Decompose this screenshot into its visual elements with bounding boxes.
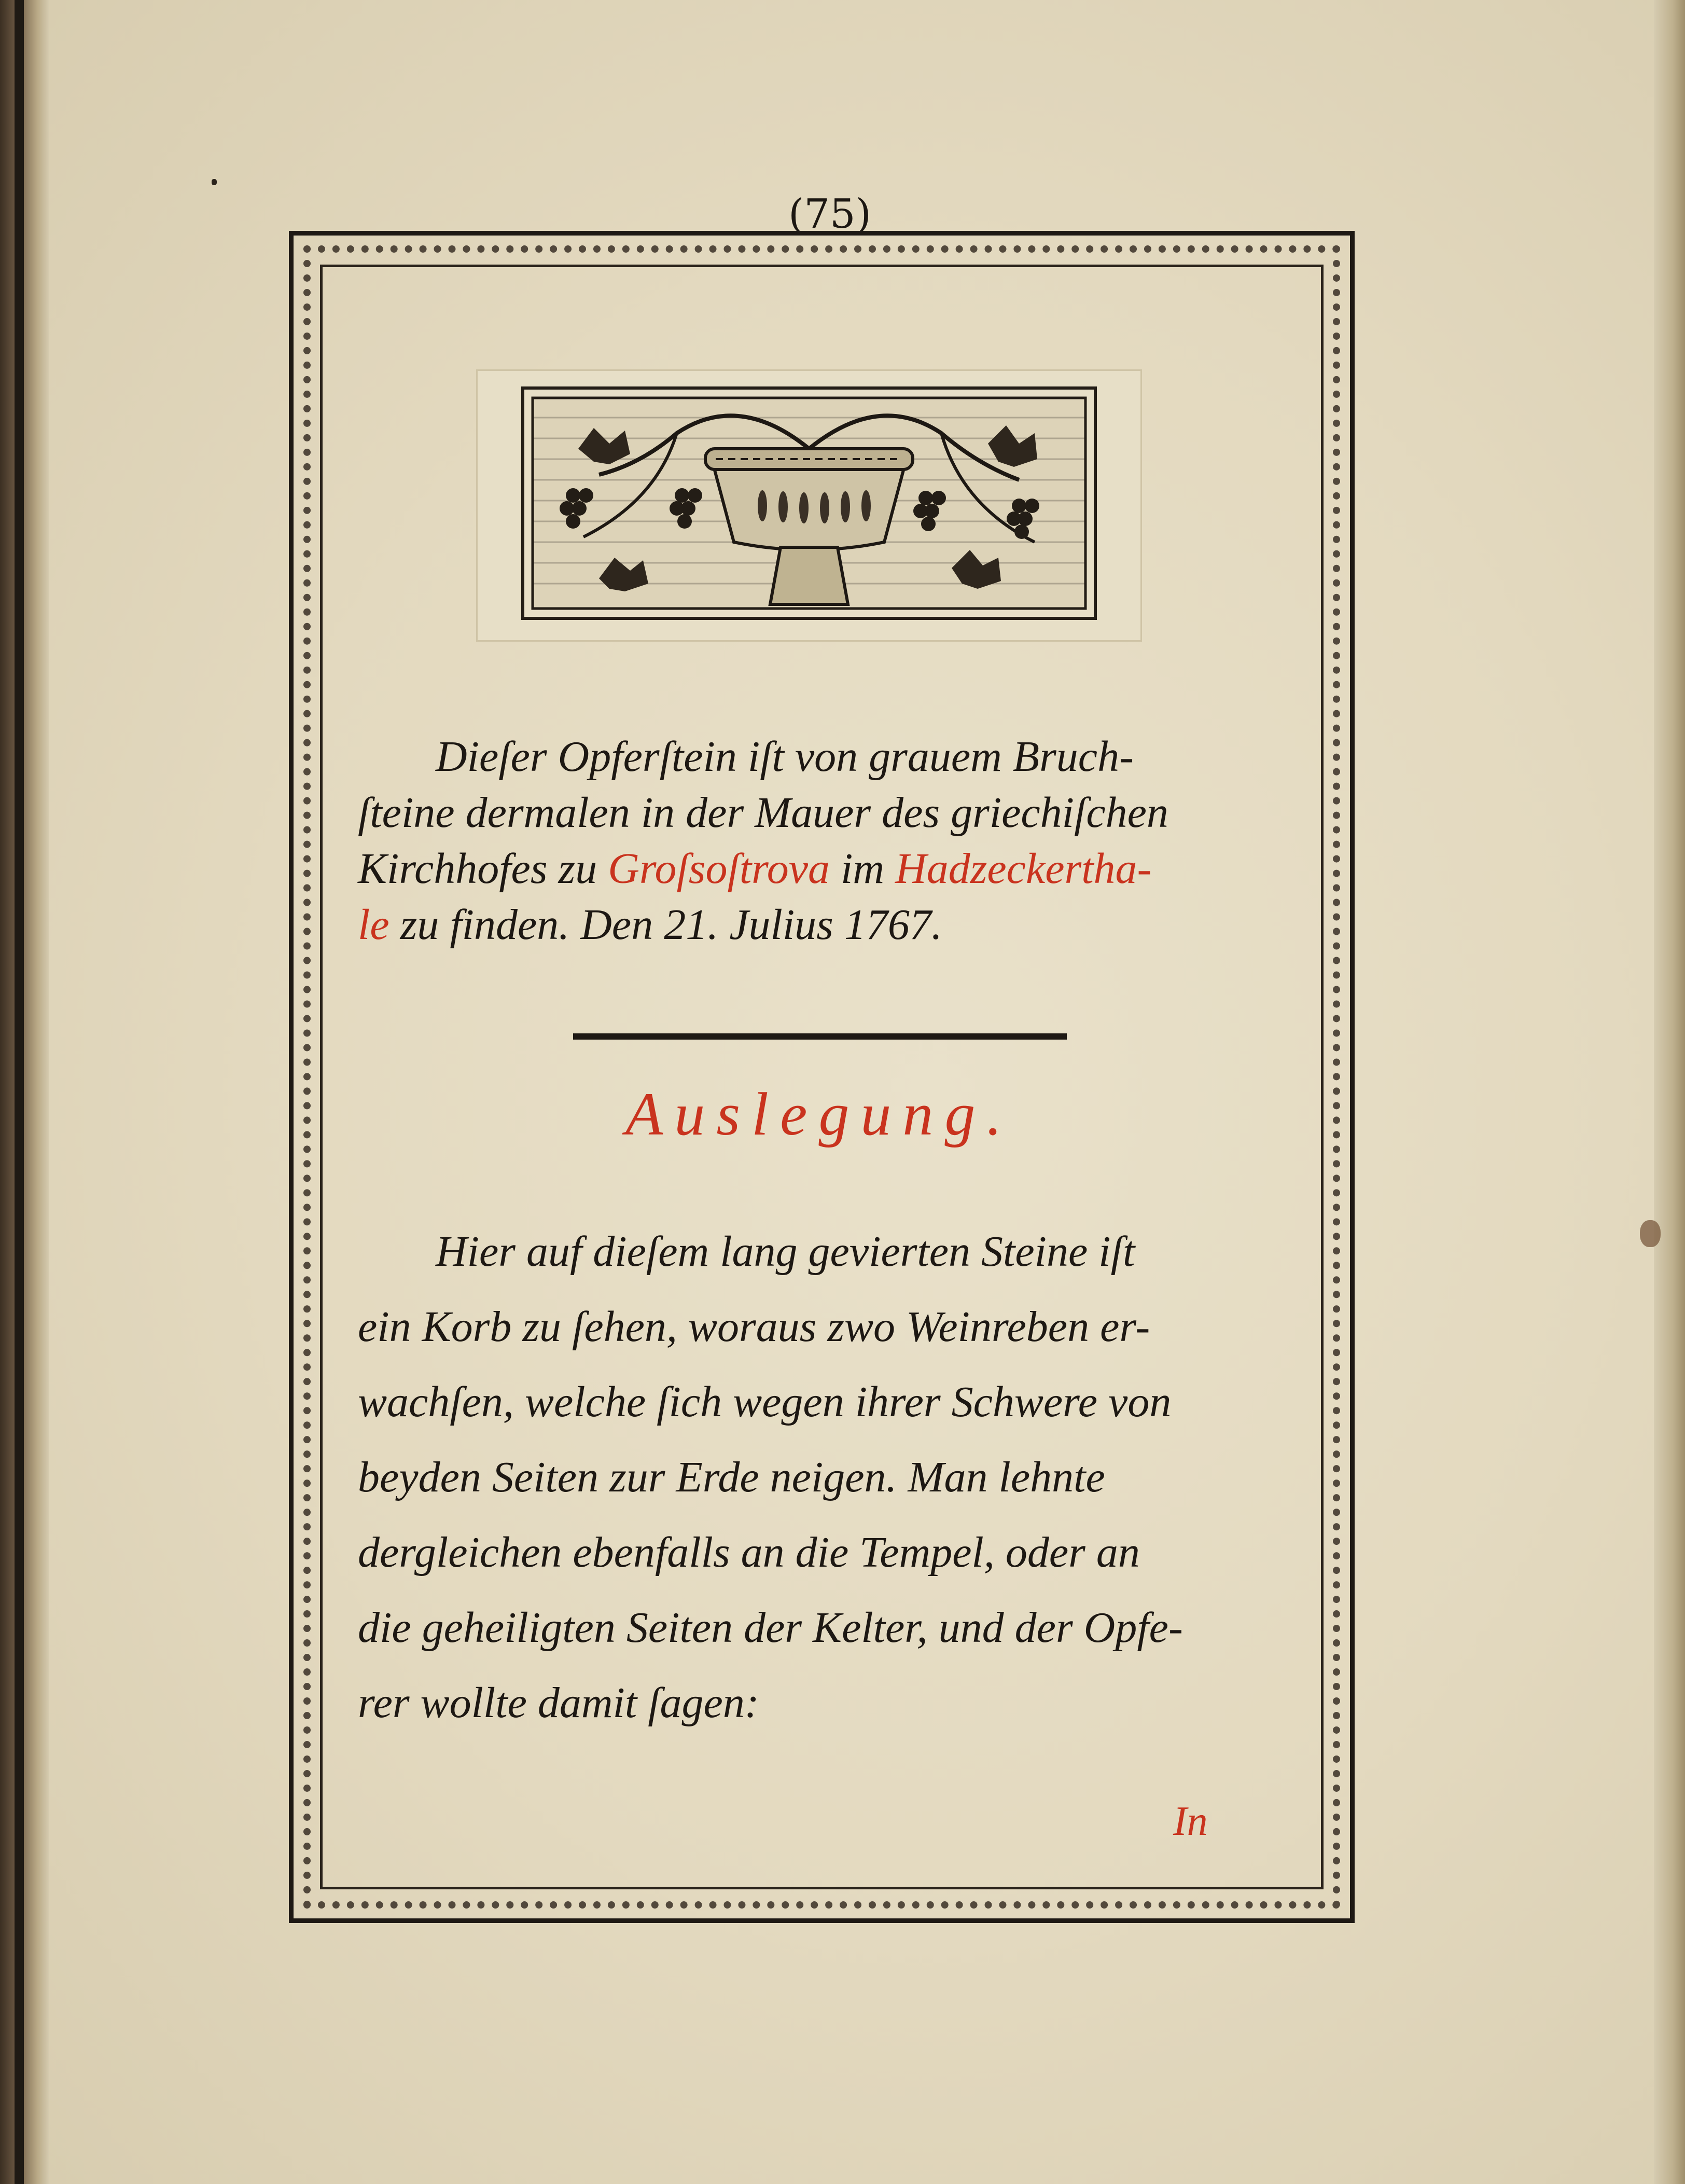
body-line: dergleichen ebenfalls an die Tempel, oder an bbox=[358, 1528, 1140, 1577]
paper-stain bbox=[1640, 1220, 1661, 1247]
place-name-hadzeckerthale: Hadzeckertha- bbox=[895, 845, 1152, 893]
place-name-grossostrova: Groſsoſtrova bbox=[608, 845, 830, 893]
body-line: beyden Seiten zur Erde neigen. Man lehnte bbox=[358, 1453, 1105, 1501]
section-divider-rule bbox=[573, 1033, 1067, 1040]
place-name-hadzeckerthale-end: le bbox=[358, 901, 389, 949]
body-line: wachſen, welche ſich wegen ihrer Schwere von bbox=[358, 1378, 1172, 1426]
caption-line: Dieſer Opferſtein iſt von grauem Bruch- bbox=[436, 732, 1134, 781]
body-line: die geheiligten Seiten der Kelter, und der Opfe- bbox=[358, 1604, 1183, 1652]
spine-strip bbox=[15, 0, 24, 2184]
body-line: rer wollte damit ſagen: bbox=[358, 1679, 759, 1727]
book-spine-edge bbox=[0, 0, 49, 2184]
body-line: Hier auf dieſem lang gevierten Steine iſt bbox=[436, 1227, 1135, 1276]
body-line: ein Korb zu ſehen, woraus zwo Weinreben er- bbox=[358, 1303, 1150, 1351]
caption-line bbox=[358, 897, 1291, 953]
caption-text: zu finden. Den 21. Julius 1767. bbox=[389, 901, 942, 949]
catchword: In bbox=[1173, 1799, 1208, 1844]
caption-line bbox=[358, 841, 1291, 897]
section-heading: Auslegung. bbox=[625, 1080, 1013, 1148]
ink-speck bbox=[212, 179, 217, 185]
grape-basket-engraving bbox=[521, 386, 1097, 620]
caption-paragraph bbox=[358, 729, 1291, 953]
caption-text: im bbox=[830, 845, 896, 893]
caption-text: Kirchhofes zu bbox=[358, 845, 608, 893]
page-edge-right bbox=[1654, 0, 1685, 2184]
caption-line: ſteine dermalen in der Mauer des griechiſchen bbox=[358, 789, 1168, 837]
page-number: (75) bbox=[788, 191, 872, 238]
body-paragraph bbox=[358, 1214, 1291, 1740]
